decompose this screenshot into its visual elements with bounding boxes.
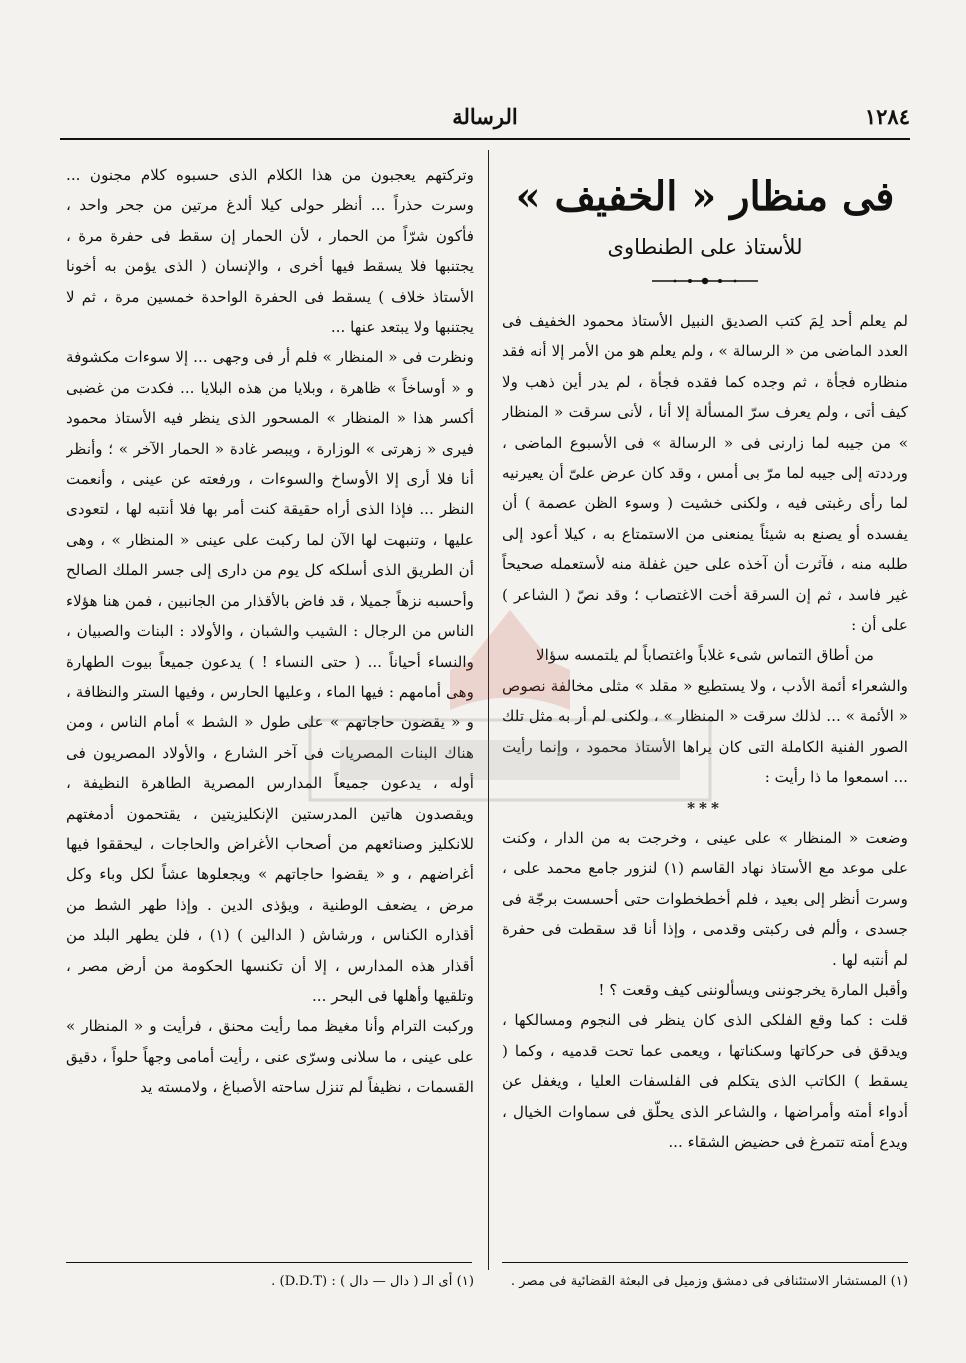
page-number: ١٢٨٤ (864, 104, 910, 129)
paragraph: قلت : كما وقع الفلكى الذى كان ينظر فى النجوم ومسالكها ، ويدقق فى حركاتها وسكناتها ، ويعمى عما تحت قدميه ، وكما ( يسقط ) الكاتب الذى يتكلم فى الفلسفات العليا ، ويغفل عن أدواء أمته وأمراضها ، والشاعر الذى يحلّق فى سماوات الخيال ، ويدع أمته تتمرغ فى حضيض الشقاء ... (502, 1011, 908, 1151)
journal-name: الرسالة (452, 104, 518, 129)
page-header (60, 100, 910, 132)
column-divider (488, 150, 489, 1270)
footnote-right: (١) المستشار الاستئنافى فى دمشق وزميل فى البعثة القضائية فى مصر . (510, 1274, 908, 1289)
paragraph: ونظرت فى « المنظار » فلم أر فى وجهى ... إلا سوءات مكشوفة و « أوساخاً » ظاهرة ، وبلايا من هذه البلايا ... فكدت من غضبى أكسر هذا « المنظار » المسحور الذى ينظر فيه الأستاذ محمود فيرى « زهرتى » الوزارة ، ويبصر غادة « الحمار الآخر » ؛ وأنظر أنا فلا أرى إلا الأوساخ والسوءات ، ورفعته عن عينى ، وأنعمت النظر ... فإذا الذى أراه حقيقة كنت أمر بها فلا أنتبه لها ، لتعودى عليها ، وتنبهت لها الآن لما ركبت على عينى « المنظار » ، وهى أن الطريق الذى أسلكه كل يوم من دارى إلى جسر الملك الصالح وأحسبه نزهاً جميلا ، قد فاض بالأقذار من الجانبين ، فمن هنا هؤلاء الناس من الرجال : الشيب والشبان ، والأولاد : البنات والصبيان ، والنساء أحياناً ... ( حتى النساء ! ) يدعون جميعاً بيوت الطهارة وهى أمامهم : فيها الماء ، وعليها الحارس ، وفيها الستر والنظافة ، و « يقضون حاجاتهم » على طول « الشط » أمام الناس ، ومن هناك البنات المصريات فى آخر الشارع ، والأولاد المصريون فى أوله ، يدعون جميعاً المدارس المصرية الطاهرة النظيفة ، ويقصدون هاتين المدرستين الإنكليزيتين ، يقتحمون أدمغتهم للانكليز وصنائعهم من أصحاب الأغراض والحاجات ، ليحققوا فيها أغراضهم ، و « يقضوا حاجاتهم » ويجعلوها عشاً لكل وباء وكل مرض ، يضعف الوطنية ، ويؤذى الدين . وإذا طهر الشط من أقذاره الكناس ، ورشاش ( الدالين ) (١) ، فلن يطهر البلد من أقذار هذه المدارس ، إلا أن تكنسها الحكومة من أرض مصر ، وتلقيها وأهلها فى البحر ... (66, 348, 474, 1005)
title-ornament (650, 274, 760, 288)
footnote-rule-left (66, 1262, 472, 1263)
header-rule (60, 138, 910, 140)
section-separator: *** (687, 798, 723, 817)
paragraph: وركبت الترام وأنا مغيظ مما رأيت محنق ، فرأيت و « المنظار » على عينى ، ما سلانى وسرّى عنى ، رأيت أمامى وجهاً حلواً ، دقيق القسمات ، نظيفاً لم تنزل ساحته الأصباغ ، ولامسته يد (66, 1017, 474, 1097)
paragraph: وتركتهم يعجبون من هذا الكلام الذى حسبوه كلام مجنون ... وسرت حذراً ... أنظر حولى كيلا ألدغ مرتين من جحر واحد ، فأكون شرّاً من الحمار ، لأن الحمار إن سقط فى حفرة مرة ، يجتنبها فلا يسقط فيها أخرى ، والإنسان ( الذى يؤمن به أخونا الأستاذ خلاف ) يسقط فى الحفرة الواحدة خمسين مرة ، ثم لا يجتنبها ولا يبتعد عنها ... (66, 166, 474, 337)
article-byline: للأستاذ على الطنطاوى (607, 235, 803, 259)
paragraph: لم يعلم أحد لِمَ كتب الصديق النبيل الأستاذ محمود الخفيف فى العدد الماضى من « الرسالة » ، ولم يعلم هو من الأمر إلا أنه فقد منظاره فجأة ، ثم وجده كما فقده فجأة ، لم يدر أين ذهب ولا كيف أتى ، ولم يعرف سرّ المسألة إلا أنا ، لأنى سرقت « المنظار » من جيبه لما زارنى فى « الرسالة » فى الأسبوع الماضى ، ورددته إلى جيبه لما مرّ بى أمس ، وقد كان عرض علىّ أن يعيرنيه لما رأى رغبتى فيه ، ولكنى خشيت ( وسوء الظن عصمة ) أن يفسده أو يصنع به شيئاً يمنعنى من الاستمتاع به ، كيلا أعود إلى طلبه منه ، فآثرت أن آخذه على حين غفلة منه لأستعمله صحيحاً غير فاسد ، ثم إن السرقة أخت الاغتصاب ؛ وقد نصّ ( الشاعر ) على أن : (502, 312, 908, 635)
footnote-left: (١) أى الـ ( دال — دال ) : (D.D.T) . (271, 1274, 474, 1289)
paragraph: والشعراء أئمة الأدب ، ولا يستطيع « مقلد » مثلى مخالفة نصوص « الأئمة » ... لذلك سرقت « المنظار » ، ولكنى لم أر به مثل تلك الصور الفنية الكاملة التى كان يراها الأستاذ محمود ، وإنما رأيت ... اسمعوا ما ذا رأيت : (502, 676, 908, 787)
footnote-rule-right (502, 1262, 908, 1263)
right-column (502, 160, 908, 1157)
poetry-verse: من أطاق التماس شىء غلاباً واغتصاباً لم يلتمسه سؤالا (535, 646, 875, 665)
left-column (66, 160, 474, 1103)
paragraph: وأقبل المارة يخرجوننى ويسألوننى كيف وقعت ؟ ! (598, 980, 908, 999)
article-title: فى منظار « الخفيف » (515, 173, 895, 220)
paragraph: وضعت « المنظار » على عينى ، وخرجت به من الدار ، وكنت على موعد مع الأستاذ نهاد القاسم (١) لنزور جامع محمد على ، وسرت أنظر إلى بعيد ، فلم أخطخطوات حتى أحسست برجّة فى جسدى ، وألم فى ركبتى وقدمى ، وإذا أنا قد سقطت فى حفرة لم أنتبه لها . (502, 828, 908, 969)
